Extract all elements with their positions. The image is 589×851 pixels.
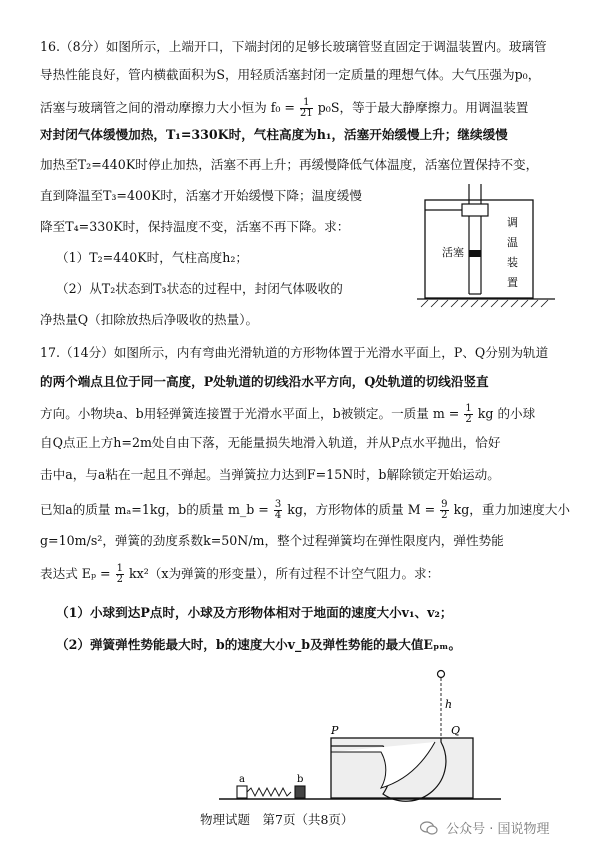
q17-frac2-num: 9 xyxy=(441,499,448,510)
q17-line-2: 的两个端点且位于同一高度，P处轨道的切线沿水平方向，Q处轨道的切线沿竖直 xyxy=(40,374,489,389)
q17-line-6a: 已知a的质量 mₐ=1kg，b的质量 m_b = xyxy=(40,502,269,517)
spring xyxy=(247,788,291,796)
q16-frac-num: 1 xyxy=(300,98,313,109)
q16-line-3a: 活塞与玻璃管之间的滑动摩擦力大小恒为 f₀ = xyxy=(40,100,295,115)
q17-line-10: （2）弹簧弹性势能最大时，b的速度大小v_b及弹性势能的最大值Eₚₘ。 xyxy=(56,637,462,652)
tube-clamp xyxy=(462,204,488,216)
block-a-label: a xyxy=(239,774,245,785)
q16-line-7: 降至T₄=330K时，保持温度不变，活塞不再下降。求： xyxy=(40,219,350,234)
q16-line-9: （2）从T₂状态到T₃状态的过程中，封闭气体吸收的 xyxy=(56,281,343,296)
q17-line-4: 自Q点正上方h=2m处自由下落，无能量损失地滑入轨道，并从P点水平抛出，恰好 xyxy=(40,435,501,450)
q17-line-5: 击中a，与a粘在一起且不弹起。当弹簧拉力达到F=15N时，b解除锁定开始运动。 xyxy=(40,467,500,482)
q16-line-4: 对封闭气体缓慢加热，T₁=330K时，气柱高度为h₁，活塞开始缓慢上升；继续缓慢 xyxy=(40,127,508,142)
q16-line-1: 16.（8分）如图所示，上端开口，下端封闭的足够长玻璃管竖直固定于调温装置内。玻璃管 xyxy=(40,39,547,54)
q17-frac2-den: 2 xyxy=(441,510,448,521)
block-b xyxy=(295,786,305,798)
q17-frac3-den: 2 xyxy=(116,574,123,585)
falling-ball xyxy=(438,671,445,678)
q17-mass-fraction xyxy=(464,404,472,425)
piston-label: 活塞 xyxy=(442,246,464,259)
q16-line-2: 导热性能良好，管内横截面积为S，用轻质活塞封闭一定质量的理想气体。大气压强为p₀， xyxy=(40,67,541,82)
device-label-4: 置 xyxy=(507,276,518,289)
q17-M-fraction xyxy=(440,500,448,521)
page-footer: 物理试题 第7页（共8页） xyxy=(200,812,354,827)
device-label-1: 调 xyxy=(507,216,518,229)
piston xyxy=(469,250,481,257)
q17-line-9: （1）小球到达P点时，小球及方形物体相对于地面的速度大小v₁、v₂； xyxy=(56,605,453,620)
q17-line-8b: kx²（x为弹簧的形变量），所有过程不计空气阻力。求： xyxy=(128,566,440,581)
q17-frac-den: 2 xyxy=(465,414,472,425)
block-b-label: b xyxy=(297,774,304,785)
q17-line-8 xyxy=(40,560,563,588)
q16-line-3b: p₀S，等于最大静摩擦力。用调温装置 xyxy=(317,100,529,115)
ground-hatching xyxy=(421,300,548,307)
q17-frac3-num: 1 xyxy=(116,563,123,574)
device-label-2: 温 xyxy=(507,236,518,249)
height-label: h xyxy=(445,698,453,711)
point-Q-label: Q xyxy=(451,724,461,737)
q16-line-6: 直到降温至T₃=400K时，活塞才开始缓慢下降；温度缓慢 xyxy=(40,188,362,203)
block-a xyxy=(237,786,247,798)
q17-figure xyxy=(215,660,505,808)
watermark-text: 公众号 · 国说物理 xyxy=(446,822,550,837)
q17-mb-fraction xyxy=(274,500,282,521)
q17-line-3b: kg 的小球 xyxy=(477,406,536,421)
q17-line-8a: 表达式 Eₚ = xyxy=(40,566,111,581)
q16-line-5: 加热至T₂=440K时停止加热，活塞不再上升；再缓慢降低气体温度，活塞位置保持不变， xyxy=(40,157,539,172)
q17-energy-fraction xyxy=(116,564,124,585)
q16-frac-den: 21 xyxy=(299,108,313,119)
q16-friction-fraction xyxy=(300,98,313,119)
q17-frac1-den: 4 xyxy=(274,510,282,521)
point-P-label: P xyxy=(331,724,339,737)
q17-line-7: g=10m/s²，弹簧的劲度系数k=50N/m，整个过程弹簧均在弹性限度内，弹性势能 xyxy=(40,533,504,548)
q17-frac1-num: 3 xyxy=(274,499,282,510)
q17-line-3 xyxy=(40,400,563,428)
q17-line-6b: kg，方形物体的质量 M = xyxy=(287,502,436,517)
watermark xyxy=(420,818,550,837)
q16-line-8: （1）T₂=440K时，气柱高度h₂； xyxy=(56,250,248,265)
q17-line-6 xyxy=(40,496,571,524)
q17-frac-num: 1 xyxy=(465,403,472,414)
q16-line-10: 净热量Q（扣除放热后净吸收的热量）。 xyxy=(40,312,259,327)
q17-line-3a: 方向。小物块a、b用轻弹簧连接置于光滑水平面上，b被锁定。一质量 m = xyxy=(40,406,460,421)
q17-line-1: 17.（14分）如图所示，内有弯曲光滑轨道的方形物体置于光滑水平面上，P、Q分别为轨道 xyxy=(40,345,549,360)
q17-line-6c: kg，重力加速度大小 xyxy=(453,502,571,517)
q16-line-3 xyxy=(40,94,563,122)
q16-figure xyxy=(415,182,560,312)
wechat-icon xyxy=(420,821,438,835)
device-label-3: 装 xyxy=(507,256,518,269)
